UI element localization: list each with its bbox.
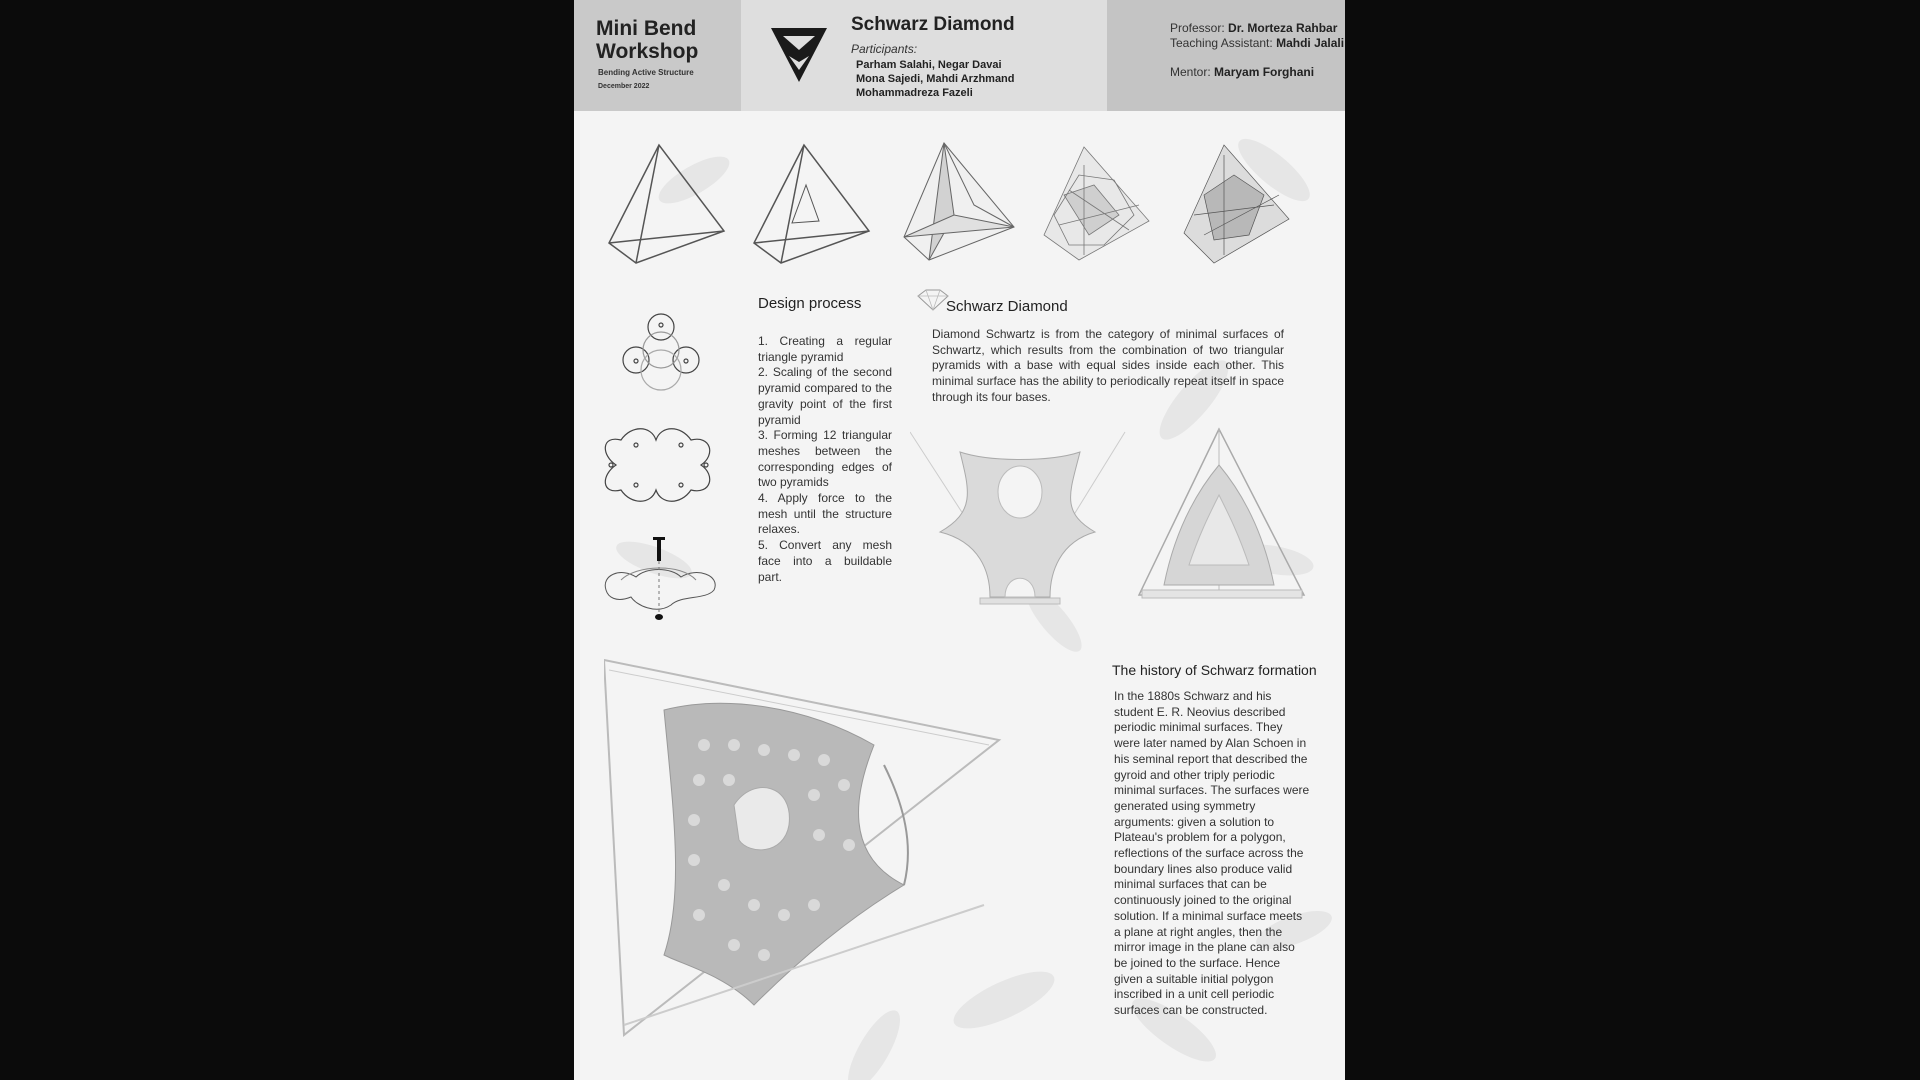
header	[574, 0, 1345, 111]
ta-name: Mahdi Jalali	[1276, 36, 1345, 50]
header-left-panel	[574, 0, 741, 111]
history-heading: The history of Schwarz formation	[1112, 662, 1317, 678]
list-item: 2. Scaling of the second pyramid compared to the gravity point of the first pyramid	[758, 365, 892, 427]
participant-line: Mona Sajedi, Mahdi Arzhmand	[856, 73, 1015, 85]
schwarz-diamond-text: Diamond Schwartz is from the category of minimal surfaces of Schwartz, which results from the combination of two triangular pyramids with a base with equal sides inside each other. This minimal surface has the ability to periodically repeat itself in space through its four bases.	[932, 327, 1284, 404]
workshop-date: December 2022	[598, 83, 650, 90]
workshop-title-line1: Mini Bend	[596, 17, 697, 40]
flat-pattern-sketches	[596, 305, 726, 625]
history-text: In the 1880s Schwarz and his student E. R. Neovius described periodic minimal surfaces. They were later named by Alan Schoen in his seminal report that described the gyroid and other triply periodic minimal surfaces. The surfaces were generated using symmetry arguments: given a solution to Plateau's problem for a polygon, reflections of the surface across the boundary lines also produce valid minimal surfaces that can be continuously joined to the original solution. If a minimal surface meets a plane at right angles, then the mirror image in the plane can also be joined to the surface. Hence given a suitable initial polygon inscribed in a unit cell periodic surfaces can be constructed.	[1114, 689, 1310, 1018]
ta-label: Teaching Assistant:	[1170, 36, 1273, 50]
participant-line: Parham Salahi, Negar Davai	[856, 59, 1002, 71]
model-photo-front	[910, 422, 1130, 608]
mentor-label: Mentor:	[1170, 65, 1211, 79]
pattern-sketch-1	[623, 314, 699, 390]
workshop-title-line2: Workshop	[596, 40, 699, 63]
pattern-sketch-2	[605, 429, 709, 502]
participants-label: Participants:	[851, 42, 918, 56]
professor-name: Dr. Morteza Rahbar	[1228, 21, 1338, 35]
model-photo-perspective	[1134, 425, 1309, 605]
pyramid-step-1	[609, 145, 724, 263]
design-process-heading: Design process	[758, 295, 862, 312]
poster	[574, 0, 1345, 1080]
schwarz-logo-icon	[769, 26, 829, 84]
staff-credits	[1170, 21, 1344, 80]
large-model-photo	[604, 655, 1024, 1045]
workshop-title	[596, 17, 698, 63]
pattern-sketch-3-exploded	[605, 537, 715, 620]
pyramid-progression-diagram	[574, 135, 1345, 270]
pyramid-step-2	[754, 145, 869, 263]
professor-label: Professor:	[1170, 21, 1225, 35]
schwarz-diamond-heading: Schwarz Diamond	[946, 298, 1068, 315]
list-item: 5. Convert any mesh face into a buildable part.	[758, 538, 892, 584]
pyramid-step-5	[1184, 145, 1289, 263]
list-item: 4. Apply force to the mesh until the structure relaxes.	[758, 491, 892, 537]
header-middle-panel	[741, 0, 1107, 111]
participants-list	[856, 58, 1015, 100]
list-item: 3. Forming 12 triangular meshes between the corresponding edges of two pyramids	[758, 428, 892, 490]
pyramid-step-4	[1044, 147, 1149, 260]
participant-line: Mohammadreza Fazeli	[856, 87, 973, 99]
project-title: Schwarz Diamond	[851, 14, 1015, 35]
mentor-name: Maryam Forghani	[1214, 65, 1315, 79]
pyramid-step-3	[904, 143, 1014, 260]
list-item: 1. Creating a regular triangle pyramid	[758, 334, 892, 364]
workshop-subtitle: Bending Active Structure	[598, 68, 694, 77]
diamond-small-icon	[914, 288, 950, 312]
design-process-list	[758, 334, 892, 585]
